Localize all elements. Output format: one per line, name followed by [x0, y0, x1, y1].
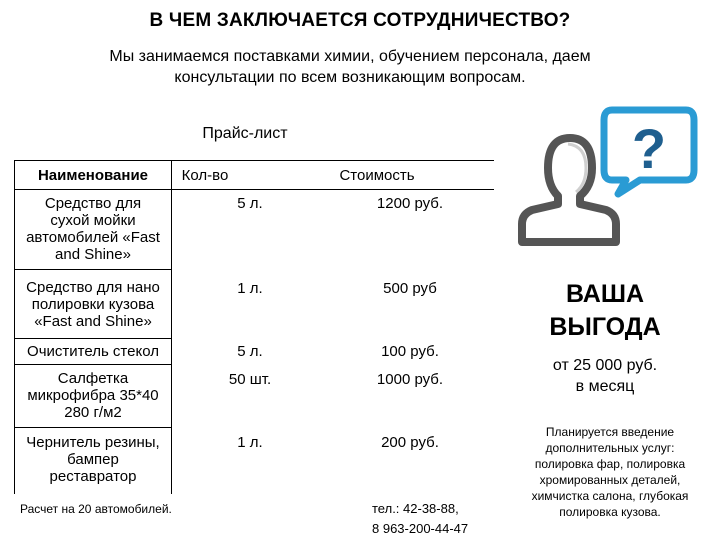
table-line-row3 [14, 364, 172, 365]
row-3-qty: 5 л. [237, 343, 263, 360]
row-3-price: 100 руб. [381, 343, 439, 360]
services-line-1: Планируется введение [545, 425, 675, 439]
intro-text [40, 46, 660, 88]
row-3-name-line-1: Очиститель стекол [27, 343, 159, 360]
row-4-name-line-3: 280 г/м2 [64, 404, 122, 421]
row-2-qty: 1 л. [237, 280, 263, 297]
benefit-amount-line-1: от 25 000 руб. [552, 357, 658, 374]
intro-line-1: Мы занимаемся поставками химии, обучением персонала, даем [109, 48, 591, 65]
contacts [372, 499, 468, 539]
question-mark-icon: ? [631, 117, 667, 180]
benefit-line-1: ВАША [565, 280, 645, 308]
contact-mobile: 8 963-200-44-47 [372, 521, 469, 536]
row-2-price: 500 руб [383, 280, 437, 297]
footnote: Расчет на 20 автомобилей. [20, 502, 172, 516]
row-1-name-line-1: Средство для [44, 195, 142, 212]
row-4-price: 1000 руб. [376, 371, 444, 388]
additional-services [510, 424, 710, 520]
services-line-3: полировка фар, полировка [534, 457, 686, 471]
row-3-name [15, 343, 171, 360]
table-line-sep [171, 160, 172, 494]
row-2-name-line-1: Средство для нано [26, 279, 160, 296]
intro-line-2: консультации по всем возникающим вопросам. [174, 69, 526, 86]
services-line-4: хромированных деталей, [539, 473, 681, 487]
table-line-top [14, 160, 494, 161]
person-question-svg [508, 100, 708, 250]
row-1-name-line-3: автомобилей «Fast [26, 229, 160, 246]
benefit-line-2: ВЫГОДА [549, 313, 661, 341]
contact-phone: тел.: 42-38-88, [372, 501, 459, 516]
row-5-qty: 1 л. [237, 434, 263, 451]
table-line-row2 [14, 338, 172, 339]
row-5-name [15, 434, 171, 485]
row-4-qty: 50 шт. [228, 371, 272, 388]
row-4-name-line-1: Салфетка [57, 370, 129, 387]
row-1-name [15, 195, 171, 263]
row-5-name-line-2: бампер [67, 451, 119, 468]
benefit-amount [530, 355, 680, 397]
header-name: Наименование [37, 167, 149, 184]
table-line-header [14, 189, 494, 190]
table-line-row1 [14, 269, 172, 270]
row-1-name-line-4: and Shine» [55, 246, 131, 263]
services-line-5: химчистка салона, глубокая [531, 489, 689, 503]
benefit-amount-line-2: в месяц [575, 378, 635, 395]
services-line-2: дополнительных услуг: [545, 441, 675, 455]
row-5-name-line-1: Чернитель резины, [26, 434, 160, 451]
row-2-name [15, 279, 171, 330]
row-5-price: 200 руб. [381, 434, 439, 451]
row-2-name-line-2: полировки кузова [31, 296, 155, 313]
price-list-title: Прайс-лист [202, 125, 288, 142]
row-2-name-line-3: «Fast and Shine» [34, 313, 152, 330]
benefit-heading [530, 278, 680, 344]
services-line-6: полировка кузова. [559, 505, 661, 519]
row-5-name-line-3: реставратор [49, 468, 137, 485]
row-1-name-line-2: сухой мойки [50, 212, 136, 229]
row-4-name-line-2: микрофибра 35*40 [27, 387, 159, 404]
row-1-qty: 5 л. [237, 195, 263, 212]
header-price: Стоимость [339, 167, 415, 184]
page-title: В ЧЕМ ЗАКЛЮЧАЕТСЯ СОТРУДНИЧЕСТВО? [149, 10, 571, 31]
person-question-icon [508, 100, 708, 250]
row-4-name [15, 370, 171, 421]
header-qty: Кол-во [181, 167, 229, 184]
table-line-row4 [14, 427, 172, 428]
row-1-price: 1200 руб. [376, 195, 444, 212]
